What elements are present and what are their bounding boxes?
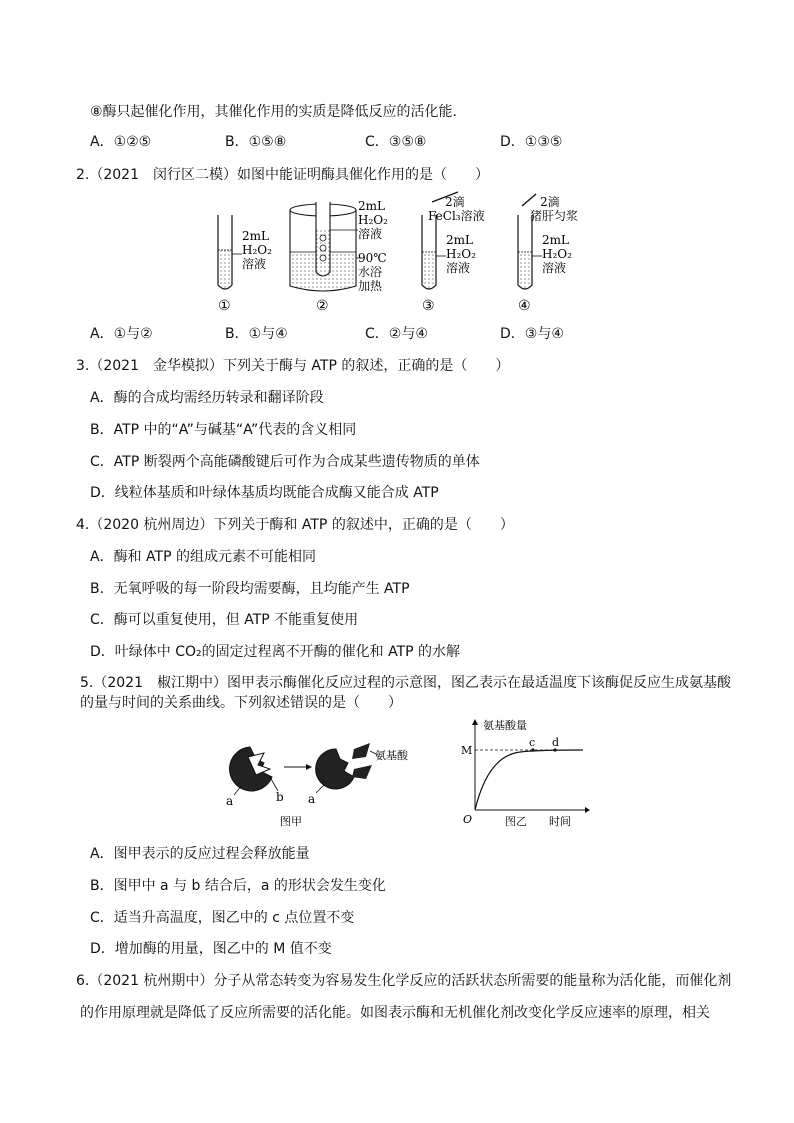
- tube4-reagent: 猪肝匀浆: [530, 209, 579, 223]
- q2-option-b[interactable]: B．①与④: [225, 326, 288, 342]
- heat-label: 加热: [358, 279, 383, 293]
- q2-option-d[interactable]: D．③与④: [500, 326, 564, 342]
- d-label: d: [552, 736, 560, 749]
- enzyme-a-after: [316, 749, 354, 789]
- q5-option-c[interactable]: C．适当升高温度，图乙中的 c 点位置不变: [90, 910, 355, 926]
- tube2-chem: H₂O₂: [358, 213, 388, 227]
- q1-option-d[interactable]: D．①③⑤: [500, 134, 563, 150]
- tube2-solution: 溶液: [358, 227, 383, 241]
- q2-option-a[interactable]: A．①与②: [90, 326, 153, 342]
- tube3-chem: H₂O₂: [446, 247, 476, 261]
- tube2-volume: 2mL: [358, 199, 385, 213]
- test-tube-3: [422, 192, 485, 314]
- q3-option-a[interactable]: A．酶的合成均需经历转录和翻译阶段: [90, 390, 324, 406]
- product-label: 氨基酸: [375, 749, 408, 762]
- m-label: M: [461, 744, 473, 757]
- q2-option-c[interactable]: C．②与④: [365, 326, 428, 342]
- q4-stem: 4.（2020 杭州周边）下列关于酶和 ATP 的叙述中，正确的是（ ）: [76, 517, 514, 533]
- tube4-solution: 溶液: [542, 261, 567, 275]
- q5-option-d[interactable]: D．增加酶的用量，图乙中的 M 值不变: [90, 941, 332, 957]
- q1-option-b[interactable]: B．①⑤⑧: [225, 134, 287, 150]
- q5-option-b[interactable]: B．图甲中 a 与 b 结合后，a 的形状会发生变化: [90, 878, 386, 894]
- tube2-number: ②: [316, 298, 329, 314]
- q4-option-c[interactable]: C．酶可以重复使用，但 ATP 不能重复使用: [90, 612, 359, 628]
- tube1-number: ①: [218, 298, 231, 314]
- q6-stem-line1: 6.（2021 杭州期中）分子从常态转变为容易发生化学反应的活跃状态所需要的能量称为活化能，而催化剂: [76, 973, 732, 989]
- q4-option-d[interactable]: D．叶绿体中 CO₂的固定过程离不开酶的催化和 ATP 的水解: [90, 644, 461, 660]
- tube4-chem: H₂O₂: [542, 247, 572, 261]
- q3-stem: 3.（2021 金华模拟）下列关于酶与 ATP 的叙述，正确的是（ ）: [76, 358, 510, 374]
- water-bath-beaker: [290, 199, 388, 314]
- bath-temperature: 90℃: [358, 251, 387, 265]
- q4-option-b[interactable]: B．无氧呼吸的每一阶段均需要酶，且均能产生 ATP: [90, 581, 410, 597]
- c-label: c: [529, 736, 536, 749]
- product-curve: [475, 750, 583, 810]
- tube3-number: ③: [422, 298, 435, 314]
- label-a1: a: [226, 794, 234, 808]
- tube4-drops: 2滴: [540, 195, 560, 209]
- tube1-solution: 溶液: [242, 257, 267, 271]
- tube3-reagent: FeCl₃溶液: [428, 209, 485, 223]
- x-axis-label: 时间: [549, 815, 571, 828]
- q5-stem-line1: 5.（2021 椒江期中）图甲表示酶催化反应过程的示意图，图乙表示在最适温度下该酶促反应生成氨基酸: [80, 675, 731, 691]
- tube4-volume: 2mL: [542, 233, 569, 247]
- tube1-chem: H₂O₂: [242, 243, 272, 257]
- amino-acid-2: [352, 765, 372, 779]
- caption-yi: 图乙: [505, 815, 527, 828]
- q1-option-c[interactable]: C．③⑤⑧: [365, 134, 427, 150]
- y-axis-label: 氨基酸量: [483, 719, 527, 732]
- q5-option-a[interactable]: A．图甲表示的反应过程会释放能量: [90, 846, 310, 862]
- test-tube-4: [518, 194, 578, 314]
- label-b: b: [276, 790, 284, 804]
- q2-stem: 2.（2021 闵行区二模）如图中能证明酶具催化作用的是（ ）: [76, 167, 489, 183]
- q1-statement-8: ⑧酶只起催化作用，其催化作用的实质是降低反应的活化能．: [90, 104, 467, 120]
- bath-label: 水浴: [358, 265, 383, 279]
- origin-label: O: [463, 813, 473, 826]
- q2-test-tube-figure: [200, 190, 620, 315]
- q6-stem-line2: 的作用原理就是降低了反应所需要的活化能。如图表示酶和无机催化剂改变化学反应速率的原理，相关: [80, 1005, 710, 1021]
- q3-option-b[interactable]: B．ATP 中的“A”与碱基“A”代表的含义相同: [90, 422, 357, 438]
- label-a2: a: [308, 792, 316, 806]
- q5-figure-jia: [220, 735, 408, 830]
- q3-option-c[interactable]: C．ATP 断裂两个高能磷酸键后可作为合成某些遗传物质的单体: [90, 454, 480, 470]
- tube3-volume: 2mL: [446, 233, 473, 247]
- caption-jia: 图甲: [280, 815, 302, 828]
- q4-option-a[interactable]: A．酶和 ATP 的组成元素不可能相同: [90, 549, 316, 565]
- q3-option-d[interactable]: D．线粒体基质和叶绿体基质均既能合成酶又能合成 ATP: [90, 485, 439, 501]
- q1-option-a[interactable]: A．①②⑤: [90, 134, 152, 150]
- tube3-solution: 溶液: [446, 261, 471, 275]
- amino-acid-1: [352, 743, 370, 759]
- tube1-volume: 2mL: [242, 229, 269, 243]
- tube3-drops: 2滴: [445, 195, 465, 209]
- test-tube-1: [218, 215, 272, 314]
- q5-stem-line2: 的量与时间的关系曲线。下列叙述错误的是（ ）: [80, 695, 402, 711]
- tube4-number: ④: [518, 298, 531, 314]
